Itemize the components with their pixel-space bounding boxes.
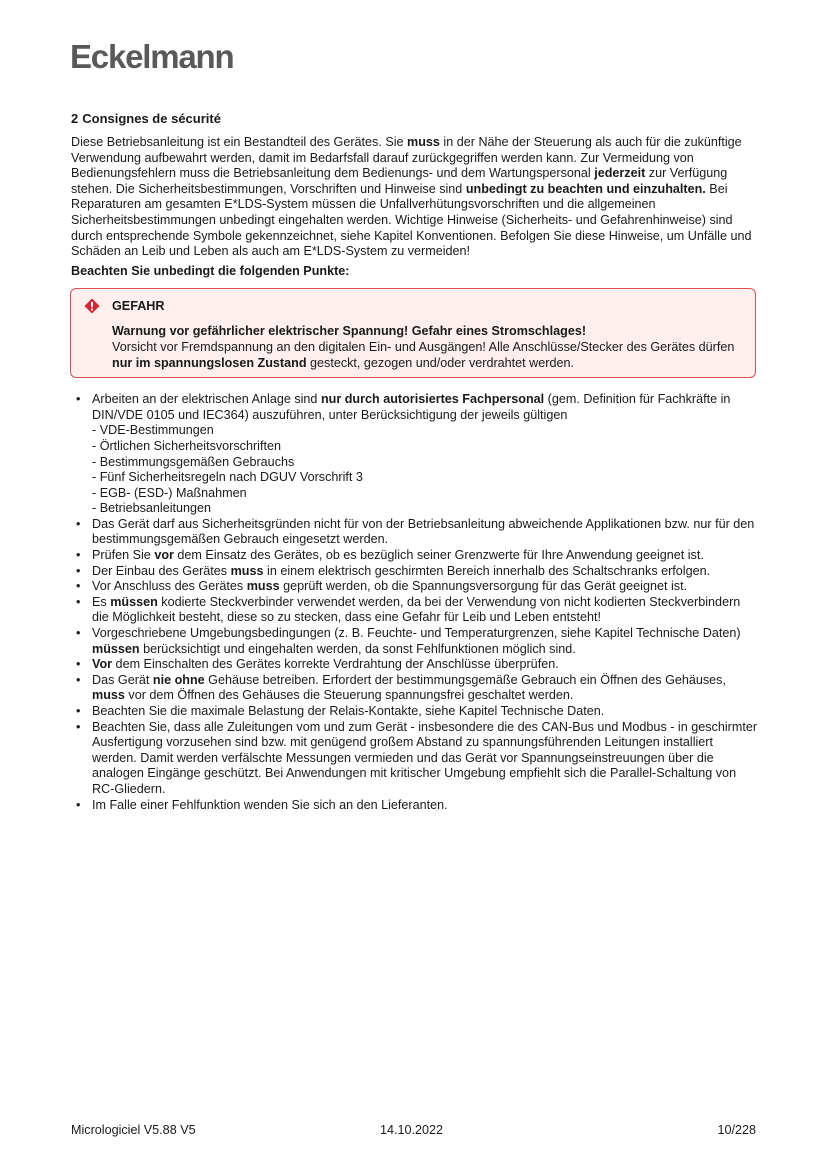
safety-list-item <box>71 548 757 564</box>
section-number: 2 <box>71 111 79 126</box>
safety-list-item-text: Der Einbau des Gerätes muss in einem elektrisch geschirmten Bereich innerhalb des Schaltschranks erfolgen. <box>92 563 711 578</box>
section-title-text: Consignes de sécurité <box>82 111 221 126</box>
safety-list-item <box>71 392 757 517</box>
safety-list-item-emphasis: nie ohne <box>152 672 205 687</box>
brand-logo: Eckelmann <box>70 38 234 75</box>
safety-list-item-text: Vor Anschluss des Gerätes muss geprüft werden, ob die Spannungsversorgung für das Gerät geeignet ist. <box>92 579 688 594</box>
safety-list-item <box>71 564 757 580</box>
points-heading: Beachten Sie unbedingt die folgenden Punkte: <box>71 263 350 278</box>
danger-body <box>112 324 743 371</box>
danger-header <box>83 298 743 314</box>
safety-list-item-text: Vor dem Einschalten des Gerätes korrekte Verdrahtung der Anschlüsse überprüfen. <box>92 657 559 672</box>
regulation-sublist-item: - Bestimmungsgemäßen Gebrauchs <box>92 454 295 469</box>
safety-list-item-emphasis: vor <box>154 548 174 563</box>
intro-paragraph-emphasis: muss <box>407 135 440 149</box>
safety-list-item-text: Beachten Sie die maximale Belastung der Relais-Kontakte, siehe Kapitel Technische Daten. <box>92 704 605 718</box>
safety-list-item-emphasis: nur durch autorisiertes Fachpersonal <box>320 392 545 407</box>
safety-list-item-text: Vorgeschriebene Umgebungsbedingungen (z. B. Feuchte- und Temperaturgrenzen, siehe Kapitel Technische Daten) müssen berücksichtigt und eingehalten werden, da sonst Fehlfunktionen möglich sind. <box>92 626 741 656</box>
main-content <box>71 111 757 813</box>
footer-doc: Micrologiciel V5.88 V5 <box>71 1123 196 1137</box>
safety-list-item <box>71 798 757 814</box>
danger-text: Vorsicht vor Fremdspannung an den digitalen Ein- und Ausgängen! Alle Anschlüsse/Stecker des Gerätes dürfen nur im spannungslosen Zustand gesteckt, gezogen und/oder verdrahtet werden. <box>112 339 735 370</box>
regulation-sublist-item: - Örtlichen Sicherheitsvorschriften <box>92 438 281 453</box>
intro-paragraph-emphasis: jederzeit <box>594 166 646 181</box>
danger-warning: Warnung vor gefährlicher elektrischer Spannung! Gefahr eines Stromschlages! <box>112 324 587 339</box>
safety-list-item-emphasis: Vor <box>92 657 113 672</box>
safety-list-item-text: Im Falle einer Fehlfunktion wenden Sie sich an den Lieferanten. <box>92 797 448 812</box>
safety-list-item-emphasis: muss <box>92 688 125 703</box>
safety-list-item <box>71 704 757 720</box>
safety-list-item-emphasis: muss <box>246 579 280 594</box>
section-title <box>71 111 757 127</box>
safety-list-item-emphasis: muss <box>230 563 264 578</box>
safety-list-item-emphasis: müssen <box>110 594 158 609</box>
safety-list-item <box>71 657 757 673</box>
regulation-sublist-item: - Betriebsanleitungen <box>92 501 212 516</box>
safety-list-item <box>71 517 757 548</box>
regulation-sublist-item: - Fünf Sicherheitsregeln nach DGUV Vorschrift 3 <box>92 470 363 485</box>
danger-text-emphasis: nur im spannungslosen Zustand <box>112 355 307 370</box>
safety-list-item <box>71 595 757 626</box>
intro-paragraph: Diese Betriebsanleitung ist ein Bestandteil des Gerätes. Sie muss in der Nähe der Steuerung als auch für die zukünftige Verwendung aufbewahrt werden, damit im Bedarfsfall darauf zurückgegriffen werden kann. Zur Vermeidung von Bedienungsfehlern muss die Betriebsanleitung dem Bedienungs- und dem Wartungspersonal jederzeit zur Verfügung stehen. Die Sicherheitsbestimmungen, Vorschriften und Hinweise sind unbedingt zu beachten und einzuhalten. Bei Reparaturen am gesamten E*LDS-System müssen die Unfallverhütungsvorschriften und die allgemeinen Sicherheitsbestimmungen unbedingt eingehalten werden. Wichtige Hinweise (Sicherheits- und Gefahrenhinweise) sind durch entsprechende Symbole gekennzeichnet, siehe Kapitel Konventionen. Befolgen Sie diese Hinweise, um Unfälle und Schäden an Leib und Leben als auch am E*LDS-System zu vermeiden! <box>71 135 752 259</box>
danger-label: GEFAHR <box>112 299 165 314</box>
safety-list-item-text: Arbeiten an der elektrischen Anlage sind nur durch autorisiertes Fachpersonal (gem. Definition für Fachkräfte in DIN/VDE 0105 und IEC364) auszuführen, unter Berücksichtigung der jeweils gültigen <box>92 392 731 422</box>
footer-date: 14.10.2022 <box>380 1123 444 1137</box>
safety-list-item-text: Das Gerät nie ohne Gehäuse betreiben. Erfordert der bestimmungsgemäße Gebrauch ein Öffnen des Gehäuses, muss vor dem Öffnen des Gehäuses die Steuerung spannungsfrei geschaltet werden. <box>92 672 726 703</box>
footer-page-number: 10/228 <box>717 1123 756 1137</box>
safety-list-item-text: Das Gerät darf aus Sicherheitsgründen nicht für von der Betriebsanleitung abweichende Applikationen bzw. nur für den bestimmungsgemäßen Gebrauch eingesetzt werden. <box>92 516 755 547</box>
safety-list-item <box>71 626 757 657</box>
danger-diamond-icon <box>84 298 100 314</box>
safety-list-item-text: Prüfen Sie vor dem Einsatz des Gerätes, ob es bezüglich seiner Grenzwerte für Ihre Anwendung geeignet ist. <box>92 548 704 563</box>
safety-list <box>71 392 757 813</box>
regulation-sublist <box>92 423 757 517</box>
safety-list-item-text: Beachten Sie, dass alle Zuleitungen vom und zum Gerät - insbesondere die des CAN-Bus und Modbus - in geschirmter Ausfertigung vorzusehen sind bzw. mit genügend großem Abstand zu spannungsführenden Leitungen installiert werden. Damit werden verfälschte Messungen vermieden und das Gerät vor Spannungseinstreuungen über die analogen Eingänge geschützt. Bei Anwendungen mit kritischer Umgebung empfiehlt sich die Parallel-Schaltung von RC-Gliedern. <box>92 719 758 796</box>
safety-list-item <box>71 673 757 704</box>
regulation-sublist-item: - EGB- (ESD-) Maßnahmen <box>92 485 247 500</box>
regulation-sublist-item: - VDE-Bestimmungen <box>92 423 214 438</box>
safety-list-item-emphasis: müssen <box>92 641 140 656</box>
safety-list-item <box>71 579 757 595</box>
intro-paragraph-emphasis: unbedingt zu beachten und einzuhalten. <box>465 181 706 196</box>
safety-list-item-text: Es müssen kodierte Steckverbinder verwendet werden, da bei der Verwendung von nicht kodierten Steckverbindern die Möglichkeit besteht, diese so zu stecken, dass eine Gefahr für Leib und Leben entsteht! <box>92 594 741 625</box>
danger-box <box>70 288 756 378</box>
safety-list-item <box>71 720 757 798</box>
